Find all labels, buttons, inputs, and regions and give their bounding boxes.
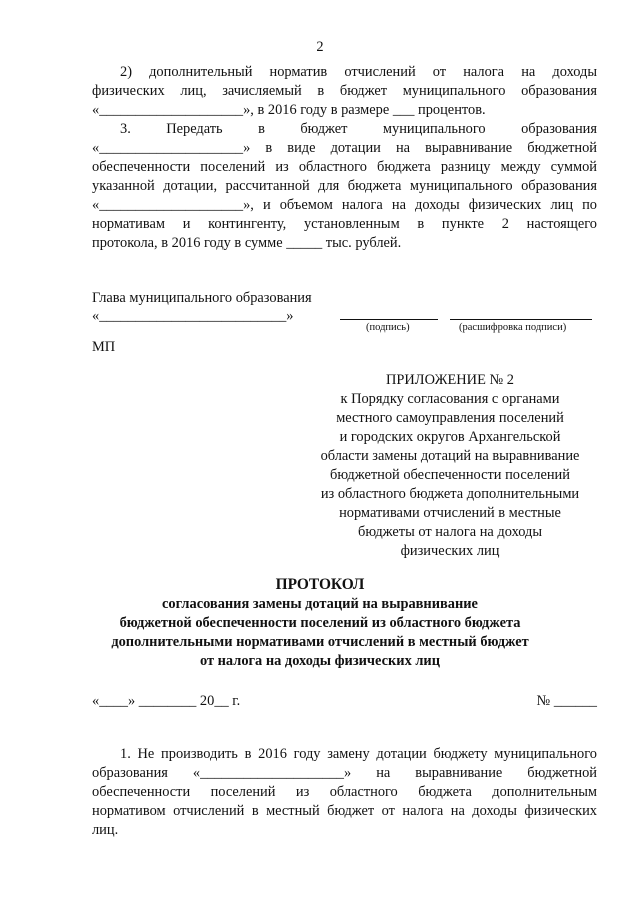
- protocol-subtitle-line: согласования замены дотаций на выравнивание: [162, 596, 478, 612]
- appendix-line: бюджетной обеспеченности поселений: [330, 467, 570, 483]
- signature-decoding-caption: (расшифровка подписи): [459, 322, 567, 333]
- page-number: 2: [316, 39, 324, 55]
- protocol-number: № ______: [536, 693, 597, 709]
- protocol-title: ПРОТОКОЛ: [275, 576, 365, 593]
- appendix-line: области замены дотаций на выравнивание: [320, 448, 580, 464]
- paragraph-first-clause: [92, 745, 597, 840]
- appendix-line: ПРИЛОЖЕНИЕ № 2: [386, 372, 514, 388]
- text-line: «____________________» в виде дотации на выравнивание бюджетной: [92, 140, 597, 156]
- text-line: обеспеченности поселений из областного бюджета дополнительным: [92, 784, 597, 800]
- text-line: 2) дополнительный норматив отчислений от налога на доходы: [120, 64, 597, 80]
- protocol-subtitle-line: от налога на доходы физических лиц: [199, 653, 441, 669]
- paragraph-additional-norm: [92, 63, 597, 120]
- appendix-line: нормативами отчислений в местные: [339, 505, 561, 521]
- appendix-header: [300, 371, 600, 561]
- appendix-line: бюджеты от налога на доходы: [358, 524, 542, 540]
- text-line: «____________________», в 2016 году в размере ___ процентов.: [92, 102, 486, 118]
- text-line: лиц.: [92, 822, 119, 838]
- signature-decoding-line: [450, 306, 592, 320]
- text-line: нормативам и контингенту, установленным в пункте 2 настоящего: [92, 216, 597, 232]
- appendix-line: физических лиц: [400, 543, 500, 559]
- paragraph-transfer: [92, 120, 597, 253]
- appendix-line: и городских округов Архангельской: [339, 429, 561, 445]
- protocol-date: «____» ________ 20__ г.: [92, 693, 241, 709]
- signature-label: Глава муниципального образования: [92, 290, 312, 306]
- signature-caption: (подпись): [366, 322, 410, 333]
- text-line: протокола, в 2016 году в сумме _____ тыс. рублей.: [92, 235, 402, 251]
- appendix-line: к Порядку согласования с органами: [340, 391, 560, 407]
- protocol-subtitle-line: дополнительными нормативами отчислений в местный бюджет: [111, 634, 529, 650]
- text-line: нормативом отчислений в местный бюджет от налога на доходы физических: [92, 803, 597, 819]
- text-line: физических лиц, зачисляемый в бюджет муниципального образования: [92, 83, 597, 99]
- text-line: 3. Передать в бюджет муниципального образования: [120, 121, 597, 137]
- signature-line: [340, 306, 438, 320]
- stamp-mark: МП: [92, 339, 116, 355]
- protocol-heading: [70, 575, 570, 671]
- text-line: обеспеченности поселений из областного бюджета разницу между суммой: [92, 159, 597, 175]
- protocol-subtitle-line: бюджетной обеспеченности поселений из областного бюджета: [119, 615, 521, 631]
- text-line: 1. Не производить в 2016 году замену дотации бюджету муниципального: [120, 746, 597, 762]
- text-line: образования «____________________» на выравнивание бюджетной: [92, 765, 597, 781]
- signature-name-blank: «__________________________»: [92, 308, 294, 324]
- appendix-line: местного самоуправления поселений: [336, 410, 564, 426]
- text-line: «____________________», и объемом налога на доходы физических лиц по: [92, 197, 597, 213]
- text-line: указанной дотации, рассчитанной для бюджета муниципального образования: [92, 178, 597, 194]
- appendix-line: из областного бюджета дополнительными: [320, 486, 580, 502]
